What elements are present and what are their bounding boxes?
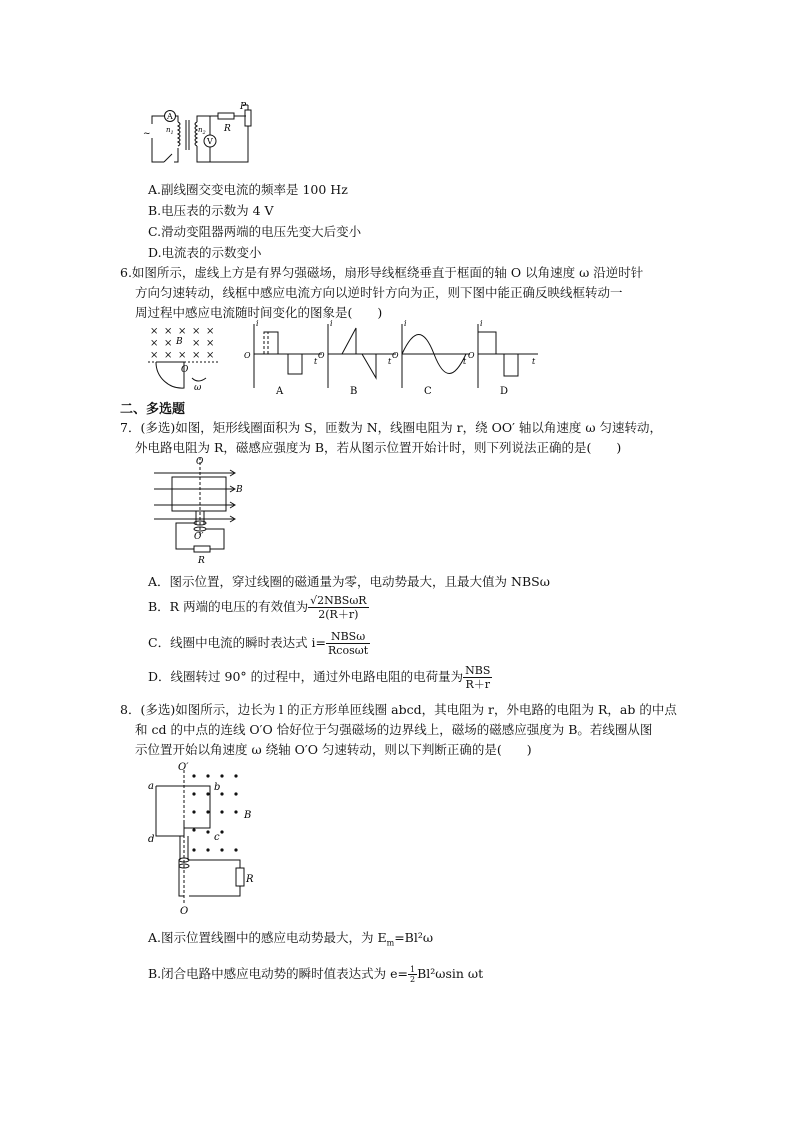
q6-graphs-figure — [238, 318, 543, 396]
q5-label-P: P — [240, 102, 247, 112]
q5-option-a: A.副线圈交变电流的频率是 100 Hz — [148, 182, 348, 197]
q7-coil-figure — [152, 455, 252, 567]
svg-text:×: × — [206, 326, 215, 337]
q8-fig-label-d: d — [148, 834, 155, 845]
q5-label-n2: $n_2$ — [198, 126, 206, 136]
q7-option-c-text: C．线圈中电流的瞬时表达式 i= — [148, 635, 327, 650]
q6-stem-line2: 方向匀速转动，线框中感应电流方向以逆时针方向为正，则下图中能正确反映线框转动一 — [135, 285, 623, 300]
q7-option-d-denominator: R＋r — [465, 678, 491, 691]
q7-stem-line2: 外电路电阻为 R，磁感应强度为 B，若从图示位置开始计时，则下列说法正确的是( ) — [135, 440, 622, 455]
q6-stem-line1: 6.如图所示，虚线上方是有界匀强磁场，扇形导线框绕垂直于框面的轴 O 以角速度 ω 沿逆时针 — [120, 265, 644, 280]
svg-text:×: × — [178, 350, 187, 361]
q6-graph-b-label: B — [350, 386, 358, 396]
q8-fig-label-a: a — [148, 781, 154, 792]
q7-option-c — [148, 630, 370, 657]
svg-text:×: × — [164, 326, 173, 337]
q6-graph-b-t: t — [388, 357, 392, 366]
q6-graph-c-O: O — [392, 351, 399, 360]
q6-graph-d-O: O — [468, 351, 475, 360]
q8-option-b — [148, 964, 483, 984]
svg-text:×: × — [178, 326, 187, 337]
q6-field-label-omega: ω — [194, 383, 202, 392]
q7-option-d-numerator: NBS — [465, 664, 491, 677]
q8-option-a-text: A.图示位置线圈中的感应电动势最大，为 E — [148, 930, 387, 945]
q8-option-b-denominator: 2 — [410, 975, 416, 984]
q5-option-d: D.电流表的示数变小 — [148, 245, 262, 260]
q7-option-b-text: B．R 两端的电压的有效值为 — [148, 599, 309, 614]
q7-option-c-fraction — [326, 630, 370, 657]
svg-text:×: × — [150, 350, 159, 361]
q8-option-a-tail: =Bl²ω — [394, 930, 434, 945]
q7-option-d-text: D．线圈转过 90° 的过程中，通过外电路电阻的电荷量为 — [148, 669, 464, 684]
q7-fig-label-O: O — [196, 457, 204, 467]
q8-stem-line2: 和 cd 的中点的连线 O′O 恰好位于匀强磁场的边界线上，磁场的磁感应强度为 B。若线圈从图 — [135, 722, 653, 737]
q8-fig-label-R: R — [246, 874, 254, 885]
q6-graph-a-t: t — [314, 357, 318, 366]
q7-option-a: A．图示位置，穿过线圈的磁通量为零，电动势最大，且最大值为 NBSω — [148, 574, 550, 589]
q7-option-b-denominator: 2(R＋r) — [318, 608, 359, 621]
q5-label-n1: $n_1$ — [166, 126, 174, 136]
q5-circuit-figure — [140, 102, 270, 170]
q8-option-b-fraction — [408, 965, 417, 984]
q6-graph-c-t: t — [463, 357, 467, 366]
svg-text:×: × — [192, 350, 201, 361]
q7-option-d-fraction — [463, 664, 492, 691]
q6-graph-c-i: i — [404, 319, 407, 328]
q7-option-b — [148, 594, 369, 621]
q6-field-figure — [148, 322, 230, 392]
q8-stem-line3: 示位置开始以角速度 ω 绕轴 O′O 匀速转动，则以下判断正确的是( ) — [135, 742, 532, 757]
q8-fig-label-O: O — [180, 906, 189, 916]
q6-graph-d-i: i — [480, 319, 483, 328]
q8-fig-label-Oprime: O′ — [178, 762, 189, 773]
svg-text:×: × — [164, 338, 173, 349]
q5-label-R: R — [224, 124, 231, 134]
q7-stem-line1: 7．(多选)如图，矩形线圈面积为 S，匝数为 N，线圈电阻为 r，绕 OO′ 轴以角速度 ω 匀速转动， — [120, 420, 663, 435]
svg-text:×: × — [150, 338, 159, 349]
q8-fig-label-c: c — [214, 832, 220, 843]
q7-option-d — [148, 664, 492, 691]
q6-graph-a-label: A — [276, 386, 284, 396]
svg-text:×: × — [206, 350, 215, 361]
q8-option-a — [148, 928, 433, 948]
q8-option-b-text: B.闭合电路中感应电动势的瞬时值表达式为 e= — [148, 966, 409, 981]
q6-field-label-B: B — [176, 337, 183, 347]
q6-field-label-O: O — [181, 365, 189, 375]
q7-option-c-numerator: NBSω — [326, 630, 370, 644]
q6-graph-b-i: i — [330, 319, 333, 328]
q6-graph-d-label: D — [500, 386, 509, 396]
q8-stem-line1: 8．(多选)如图所示，边长为 l 的正方形单匝线圈 abcd，其电阻为 r，外电路的电阻为 R，ab 的中点 — [120, 702, 677, 717]
q6-graph-c-label: C — [424, 386, 432, 396]
q7-fig-label-R: R — [198, 556, 205, 566]
section-title-multi-choice: 二、多选题 — [120, 402, 186, 417]
q5-label-V: V — [207, 137, 213, 146]
q7-option-c-denominator: Rcosωt — [328, 644, 369, 657]
q5-ac-source-icon: ~ — [143, 129, 151, 139]
q6-graph-a-O: O — [244, 351, 251, 360]
svg-text:×: × — [192, 326, 201, 337]
q7-fig-label-Oprime: O′ — [194, 532, 204, 542]
q7-option-b-fraction — [308, 594, 369, 621]
svg-text:×: × — [206, 338, 215, 349]
q5-option-b: B.电压表的示数为 4 V — [148, 203, 274, 218]
q8-option-b-numerator: 1 — [410, 965, 416, 974]
q6-stem-line3: 周过程中感应电流随时间变化的图象是( ) — [135, 305, 383, 320]
q7-option-b-numerator: √2NBSωR — [310, 594, 367, 607]
q6-graph-b-O: O — [318, 351, 325, 360]
q8-option-a-subscript: m — [386, 938, 395, 948]
q6-graph-a-i: i — [256, 319, 259, 328]
q7-fig-label-B: B — [236, 485, 243, 495]
svg-text:×: × — [192, 338, 201, 349]
q8-option-b-tail: Bl²ωsin ωt — [417, 966, 484, 981]
q8-coil-figure — [144, 762, 264, 916]
q8-fig-label-b: b — [214, 782, 221, 793]
svg-text:×: × — [164, 350, 173, 361]
q5-label-A: A — [167, 112, 173, 121]
q5-option-c: C.滑动变阻器两端的电压先变大后变小 — [148, 224, 362, 239]
q6-graph-d-t: t — [532, 357, 536, 366]
q8-fig-label-B: B — [244, 810, 252, 821]
svg-text:×: × — [150, 326, 159, 337]
